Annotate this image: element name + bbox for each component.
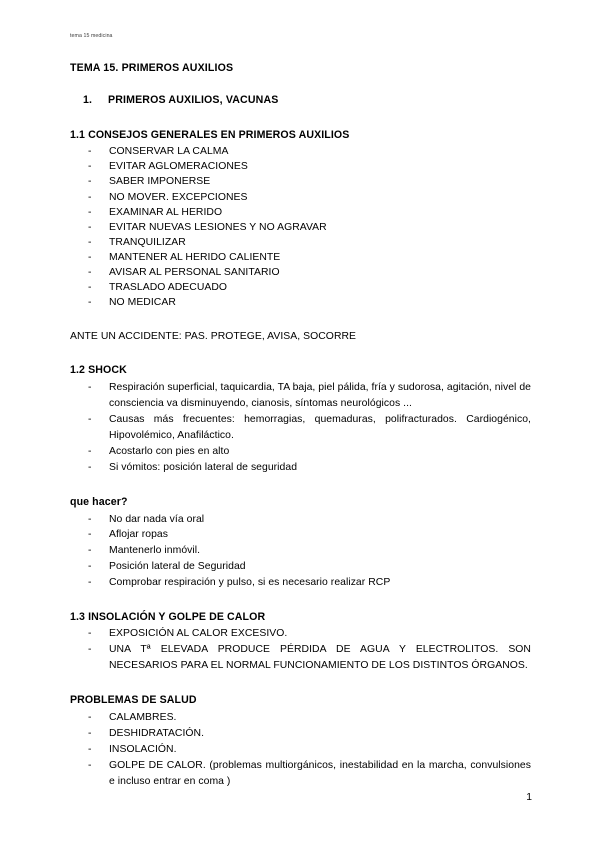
section-1-3-list [70, 626, 531, 674]
list-item: - Comprobar respiración y pulso, si es necesario realizar RCP [70, 575, 531, 591]
page-number: 1 [526, 792, 532, 803]
section-1-1-heading: 1.1 CONSEJOS GENERALES EN PRIMEROS AUXILIOS [70, 129, 350, 141]
spacer [70, 591, 531, 610]
spacer [70, 674, 531, 693]
list-item: - INSOLACIÓN. [70, 742, 531, 758]
section-1-list [70, 94, 531, 108]
section-1-2-subheading: que hacer? [70, 496, 128, 509]
list-item: - EXPOSICIÓN AL CALOR EXCESIVO. [70, 626, 531, 642]
page-title: TEMA 15. PRIMEROS AUXILIOS [70, 62, 234, 74]
list-item: - EVITAR AGLOMERACIONES [70, 159, 531, 174]
section-1-2-heading: 1.2 SHOCK [70, 364, 127, 377]
list-item: - Posición lateral de Seguridad [70, 559, 531, 575]
list-item: - TRASLADO ADECUADO [70, 280, 531, 295]
list-item: - Mantenerlo inmóvil. [70, 543, 531, 559]
section-1-3-sublist [70, 710, 531, 791]
section-1-2-sublist [70, 512, 531, 591]
list-item: - Aflojar ropas [70, 527, 531, 543]
section-1-3-subheading: PROBLEMAS DE SALUD [70, 694, 197, 707]
section-1-number: 1. [83, 94, 93, 107]
section-1-heading: PRIMEROS AUXILIOS, VACUNAS [108, 94, 279, 107]
list-item: - EVITAR NUEVAS LESIONES Y NO AGRAVAR [70, 220, 531, 235]
list-item: - Si vómitos: posición lateral de seguridad [70, 460, 531, 476]
list-item: - Causas más frecuentes: hemorragias, quemaduras, polifracturados. Cardiogénico, Hipovolémico, Anafiláctico. [70, 412, 531, 444]
section-1-heading-item [70, 94, 531, 108]
list-item: - MANTENER AL HERIDO CALIENTE [70, 250, 531, 265]
list-item: - CALAMBRES. [70, 710, 531, 726]
running-head: tema 15 medicina [70, 33, 113, 39]
list-item: - Respiración superficial, taquicardia, TA baja, piel pálida, fría y sudorosa, agitación, nivel de consciencia va disminuyendo, cianosis, síntomas neurológicos ... [70, 380, 531, 412]
list-item: - TRANQUILIZAR [70, 235, 531, 250]
spacer [70, 476, 531, 495]
list-item: - CONSERVAR LA CALMA [70, 144, 531, 159]
list-item: - UNA Tª ELEVADA PRODUCE PÉRDIDA DE AGUA Y ELECTROLITOS. SON NECESARIOS PARA EL NORMAL FUNCIONAMIENTO DE LOS DISTINTOS ÓRGANOS. [70, 642, 531, 674]
list-item: - NO MEDICAR [70, 295, 531, 310]
list-item: - NO MOVER. EXCEPCIONES [70, 190, 531, 205]
accident-note: ANTE UN ACCIDENTE: PAS. PROTEGE, AVISA, SOCORRE [70, 331, 357, 343]
section-1-2-list [70, 380, 531, 477]
list-item: - AVISAR AL PERSONAL SANITARIO [70, 265, 531, 280]
list-item: - SABER IMPONERSE [70, 174, 531, 189]
list-item: - No dar nada vía oral [70, 512, 531, 528]
list-item: - DESHIDRATACIÓN. [70, 726, 531, 742]
section-1-1-list [70, 144, 531, 310]
list-item: - GOLPE DE CALOR. (problemas multiorgánicos, inestabilidad en la marcha, convulsiones e incluso entrar en coma ) [70, 758, 531, 790]
list-item: - Acostarlo con pies en alto [70, 444, 531, 460]
section-1-3-heading: 1.3 INSOLACIÓN Y GOLPE DE CALOR [70, 610, 266, 623]
list-item: - EXAMINAR AL HERIDO [70, 205, 531, 220]
document-body [70, 62, 531, 790]
